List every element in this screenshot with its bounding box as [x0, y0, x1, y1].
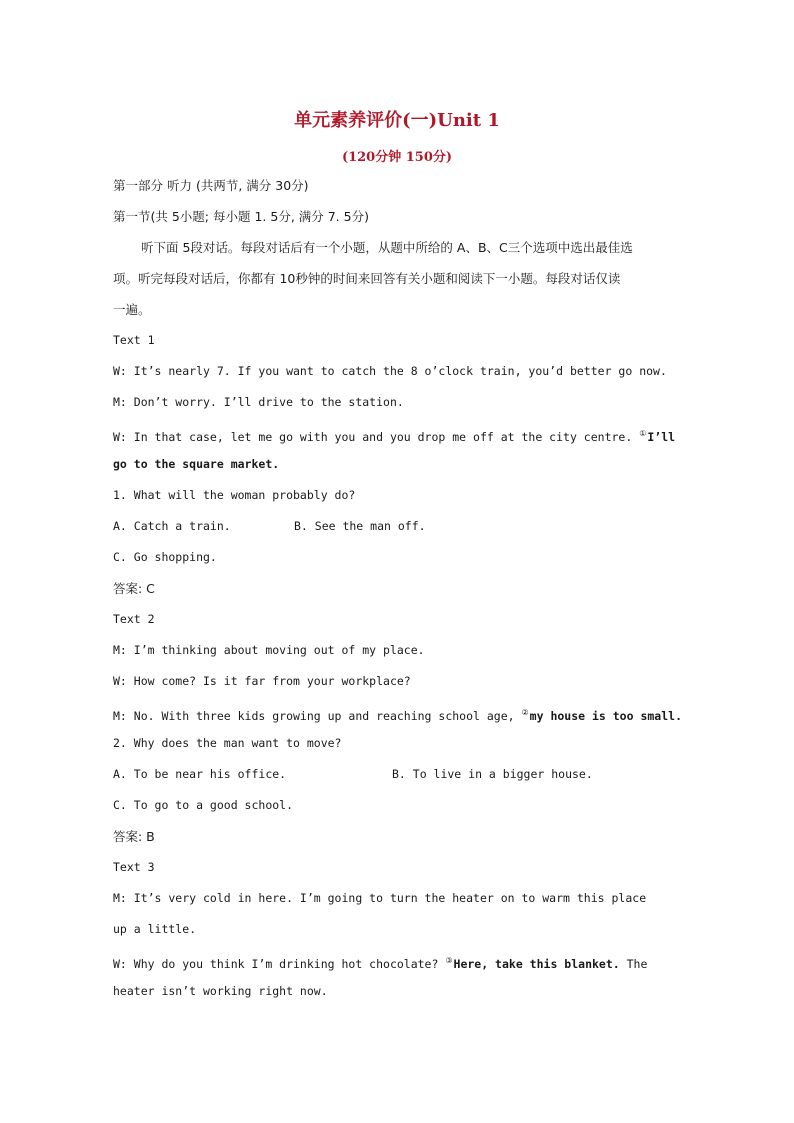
document-body	[113, 170, 683, 1007]
text2-line-m1: M: I’m thinking about moving out of my place.	[113, 643, 425, 657]
question-2-option-a: A. To be near his office.	[113, 767, 287, 781]
text1-w2-text: W: In that case, let me go with you and you drop me off at the city centre.	[113, 430, 640, 444]
text3-line-w1-cont: heater isn’t working right now.	[113, 984, 328, 998]
question-2-option-c: C. To go to a good school.	[113, 798, 294, 812]
text2-m2-bold: my house is too small.	[529, 709, 682, 723]
part-heading: 第一部分 听力 (共两节, 满分 30分)	[113, 178, 309, 193]
text3-line-m1-cont: up a little.	[113, 922, 197, 936]
text1-line-w1: W: It’s nearly 7. If you want to catch the 8 o’clock train, you’d better go now.	[113, 364, 667, 378]
text1-line-m1: M: Don’t worry. I’ll drive to the station.	[113, 395, 404, 409]
question-2: 2. Why does the man want to move?	[113, 736, 342, 750]
text1-label: Text 1	[113, 333, 155, 347]
text2-m2-text: M: No. With three kids growing up and reaching school age,	[113, 709, 522, 723]
text3-label: Text 3	[113, 860, 155, 874]
text2-line-w1: W: How come? Is it far from your workplace?	[113, 674, 411, 688]
text3-line-w1	[113, 945, 683, 976]
page-title: 单元素养评价(一)Unit 1	[294, 110, 500, 131]
question-2-option-b: B. To live in a bigger house.	[392, 767, 593, 781]
question-1-answer: 答案: C	[113, 581, 155, 596]
text2-label: Text 2	[113, 612, 155, 626]
text1-line-w2-cont: go to the square market.	[113, 457, 280, 471]
text1-line-w2	[113, 418, 683, 449]
instructions-line-2: 项。听完每段对话后，你都有 10秒钟的时间来回答有关小题和阅读下一小题。每段对话仅读	[113, 271, 621, 286]
question-2-answer: 答案: B	[113, 829, 155, 844]
text3-line-m1: M: It’s very cold in here. I’m going to turn the heater on to warm this place	[113, 891, 647, 905]
question-1-option-a: A. Catch a train.	[113, 519, 231, 533]
text3-w1-marker: ③	[445, 956, 453, 965]
text3-w1-text: W: Why do you think I’m drinking hot chocolate?	[113, 957, 446, 971]
text1-w2-marker: ①	[639, 429, 647, 438]
question-1: 1. What will the woman probably do?	[113, 488, 356, 502]
section-heading: 第一节(共 5小题; 每小题 1. 5分, 满分 7. 5分)	[113, 209, 369, 224]
page-subtitle: (120分钟 150分)	[341, 150, 453, 165]
question-1-option-b: B. See the man off.	[294, 519, 426, 533]
text2-m2-marker: ②	[521, 708, 529, 717]
text3-w1-tail: The	[619, 957, 648, 971]
question-1-options-ab	[113, 511, 683, 542]
text1-w2-bold: I’ll	[647, 430, 676, 444]
instructions-line-1: 听下面 5段对话。每段对话后有一个小题，从题中所给的 A、B、C三个选项中选出最佳选	[141, 240, 633, 255]
instructions-line-3: 一遍。	[113, 302, 151, 317]
text3-w1-bold: Here, take this blanket.	[453, 957, 620, 971]
question-2-options-ab	[113, 759, 683, 790]
question-1-option-c: C. Go shopping.	[113, 550, 217, 564]
text2-line-m2	[113, 697, 683, 728]
